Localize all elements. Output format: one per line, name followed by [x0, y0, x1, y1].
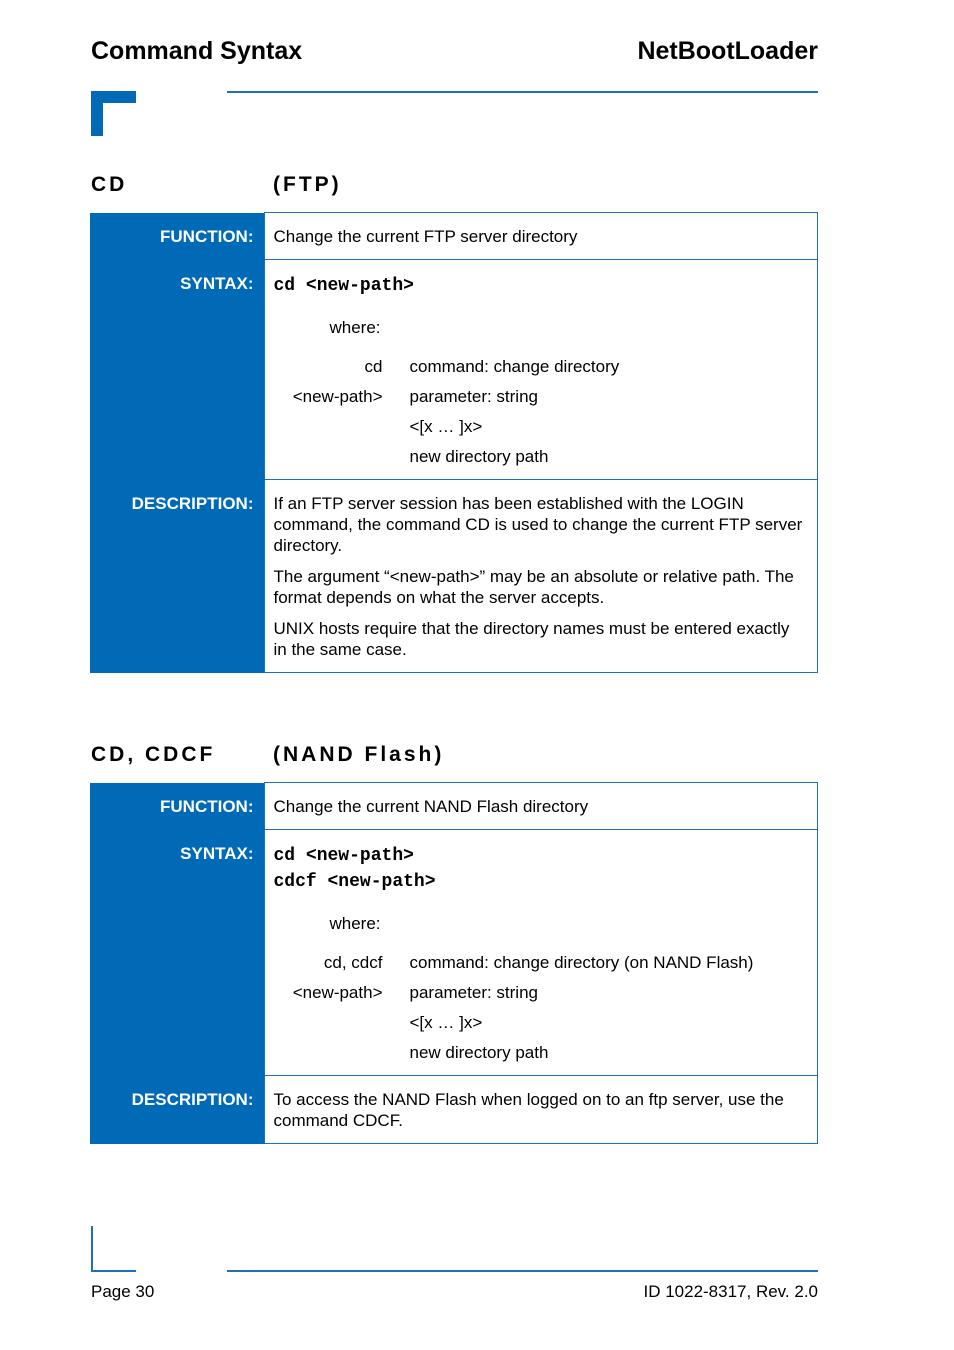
section-context: (FTP)	[273, 173, 342, 196]
section-command: CD	[91, 173, 128, 196]
header-product-title: NetBootLoader	[637, 37, 818, 65]
param-name: cd, cdcf	[323, 953, 383, 972]
description-paragraph: To access the NAND Flash when logged on to an ftp server, use the command CDCF.	[273, 1090, 784, 1130]
param-desc: <[x … ]x>	[409, 417, 483, 436]
description-paragraph: UNIX hosts require that the directory names must be entered exactly in the same case.	[273, 619, 790, 659]
corner-mark-bottom	[91, 1270, 136, 1272]
description-label: DESCRIPTION:	[90, 1076, 264, 1144]
section-context: (NAND Flash)	[273, 743, 445, 766]
param-name	[274, 1042, 383, 1063]
param-list	[274, 952, 808, 1063]
page-number: Page 30	[91, 1282, 155, 1301]
syntax-line: cd <new-path>	[273, 846, 414, 866]
command-table-cd-cdcf-nand	[90, 782, 818, 1144]
section-title-cd-cdcf-nand	[91, 743, 445, 767]
param-desc: <[x … ]x>	[409, 1013, 483, 1032]
function-value: Change the current FTP server directory	[264, 213, 818, 260]
description-value	[264, 1076, 818, 1144]
header-section-title: Command Syntax	[91, 37, 303, 65]
function-label: FUNCTION:	[90, 783, 264, 830]
param-name	[274, 416, 383, 437]
document-id: ID 1022-8317, Rev. 2.0	[643, 1282, 818, 1301]
description-paragraph: If an FTP server session has been established with the LOGIN command, the command CD is used to change the current FTP server directory.	[273, 494, 803, 555]
syntax-row	[90, 260, 818, 480]
syntax-row	[90, 830, 818, 1076]
param-name: <new-path>	[292, 387, 383, 406]
section-command: CD, CDCF	[91, 743, 216, 766]
header-rule	[227, 91, 818, 93]
function-label: FUNCTION:	[90, 213, 264, 260]
section-title-cd-ftp	[91, 173, 342, 197]
description-paragraph: The argument “<new-path>” may be an absolute or relative path. The format depends on what the server accepts.	[273, 567, 794, 607]
param-name	[274, 1012, 383, 1033]
description-label: DESCRIPTION:	[90, 480, 264, 673]
description-value	[264, 480, 818, 673]
function-row	[90, 783, 818, 830]
param-desc: command: change directory	[409, 357, 620, 376]
where-label: where:	[329, 914, 381, 933]
param-desc: new directory path	[409, 447, 549, 466]
where-label: where:	[329, 318, 381, 337]
corner-mark-top-vertical	[91, 91, 103, 136]
function-value: Change the current NAND Flash directory	[264, 783, 818, 830]
param-list	[274, 356, 808, 467]
syntax-line: cdcf <new-path>	[273, 872, 436, 892]
syntax-line: cd <new-path>	[273, 276, 414, 296]
param-desc: command: change directory (on NAND Flash)	[409, 953, 754, 972]
description-row	[90, 480, 818, 673]
syntax-value	[264, 830, 818, 1076]
param-desc: parameter: string	[409, 983, 538, 1002]
corner-mark-bottom-vertical	[91, 1226, 93, 1272]
param-desc: parameter: string	[409, 387, 538, 406]
param-name: cd	[364, 357, 383, 376]
description-row	[90, 1076, 818, 1144]
syntax-label: SYNTAX:	[90, 830, 264, 1076]
param-desc: new directory path	[409, 1043, 549, 1062]
param-name: <new-path>	[292, 983, 383, 1002]
syntax-value	[264, 260, 818, 480]
command-table-cd-ftp	[90, 212, 818, 673]
param-name	[274, 446, 383, 467]
footer-rule	[227, 1270, 818, 1272]
syntax-label: SYNTAX:	[90, 260, 264, 480]
function-row	[90, 213, 818, 260]
